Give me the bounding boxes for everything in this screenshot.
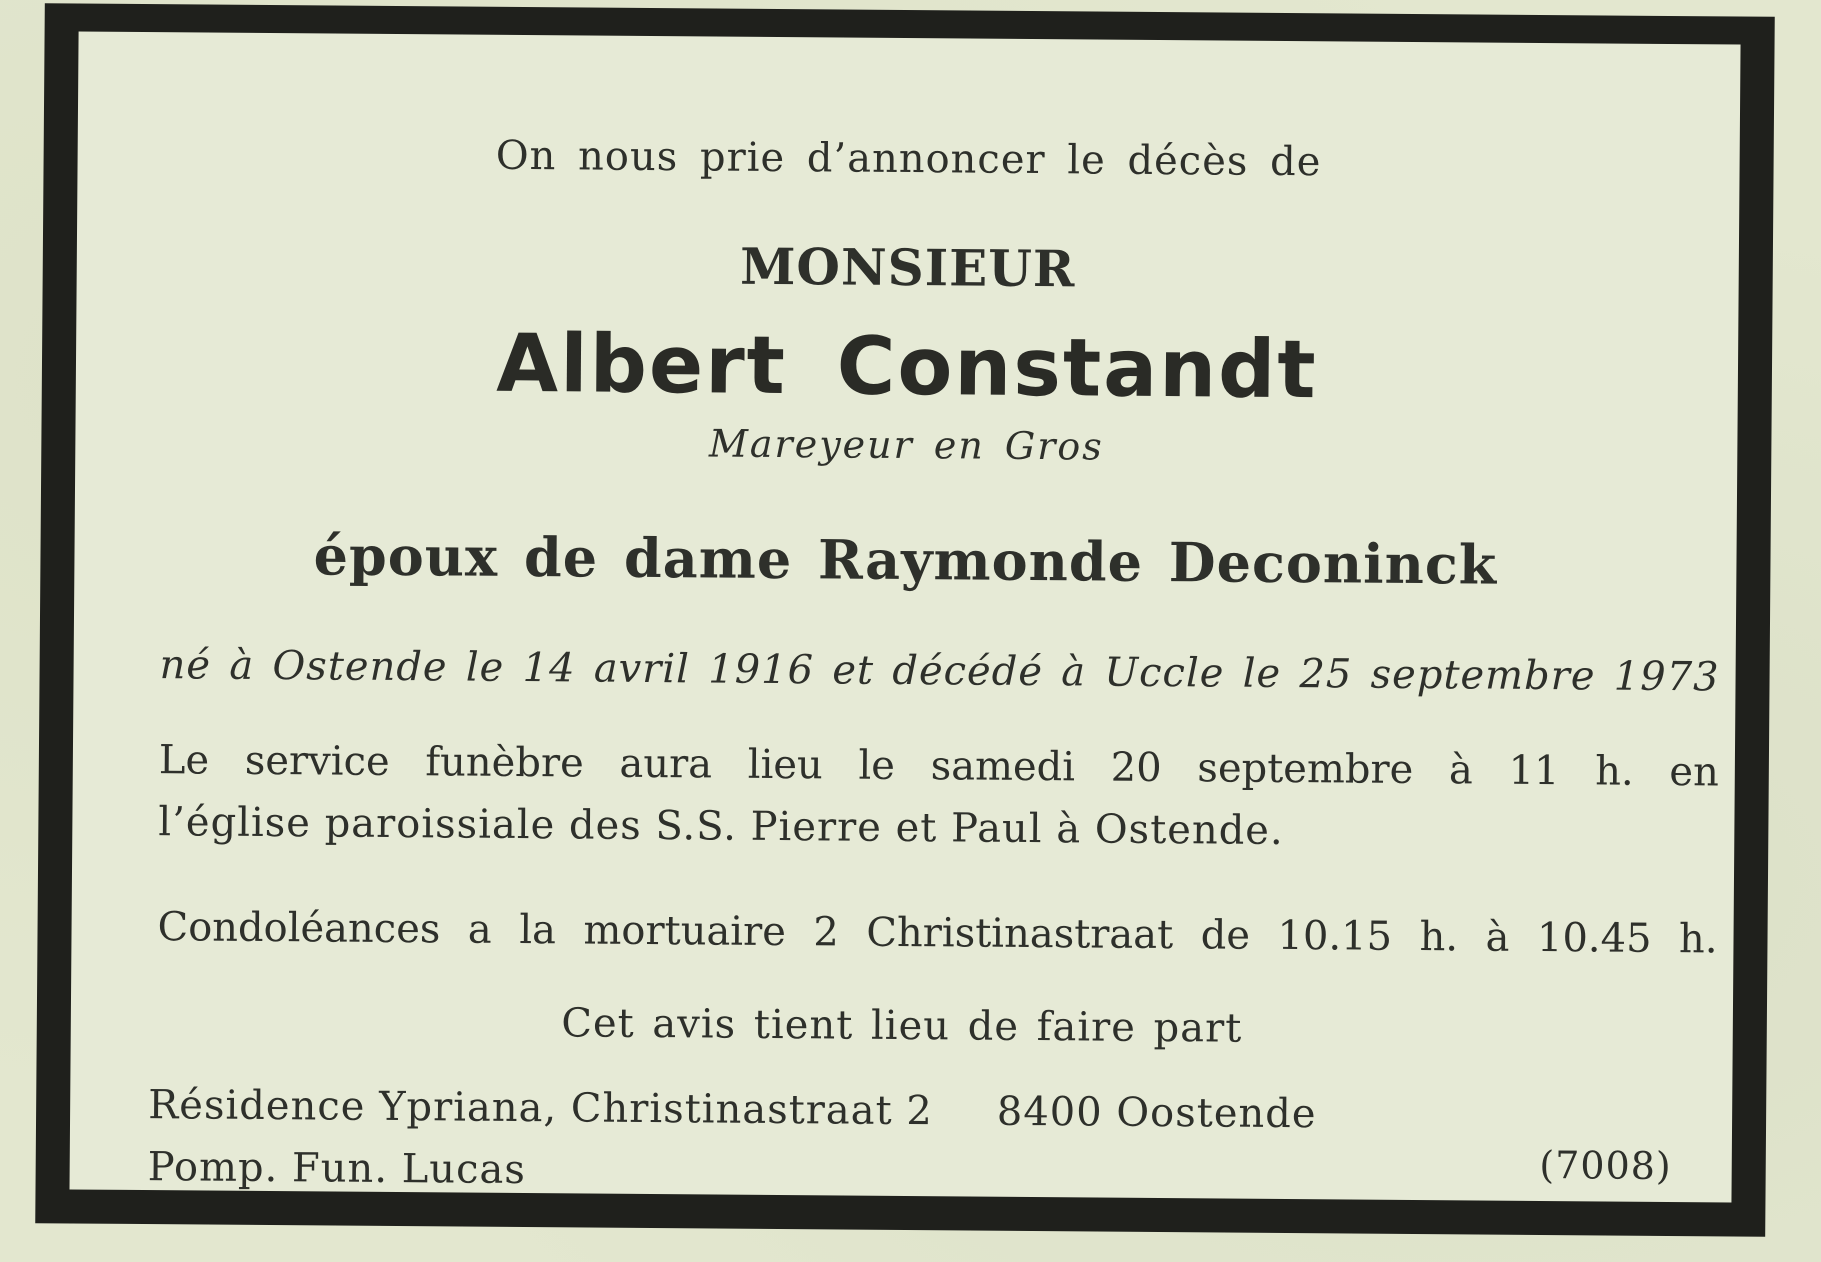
honorific-title: MONSIEUR [739, 236, 1076, 299]
obituary-content [70, 31, 1741, 1202]
announcement-text: Cet avis tient lieu de faire part [561, 1000, 1243, 1052]
address-city: 8400 Oostende [996, 1088, 1317, 1138]
birth-death-dates: né à Ostende le 14 avril 1916 et décédé à Uccle le 25 septembre 1973 [159, 642, 1720, 701]
intro-text: On nous prie d’annoncer le décès de [495, 132, 1322, 186]
undertaker-name: Pomp. Fun. Lucas [147, 1144, 527, 1194]
address-street: Résidence Ypriana, Christinastraat 2 [147, 1082, 934, 1135]
deceased-name: Albert Constandt [495, 316, 1319, 417]
address-line [148, 1082, 1317, 1137]
reference-number: (7008) [1539, 1142, 1672, 1189]
funeral-service-line-2: l’église paroissiale des S.S. Pierre et Paul à Ostende. [158, 799, 1284, 854]
profession-text: Mareyeur en Gros [708, 421, 1104, 469]
condolences-text: Condoléances a la mortuaire 2 Christinastraat de 10.15 h. à 10.45 h. [157, 904, 1718, 963]
spouse-text: époux de dame Raymonde Deconinck [313, 523, 1498, 597]
obituary-frame [35, 3, 1775, 1237]
funeral-service-line-1: Le service funèbre aura lieu le samedi 20 septembre à 11 h. en [158, 737, 1720, 796]
